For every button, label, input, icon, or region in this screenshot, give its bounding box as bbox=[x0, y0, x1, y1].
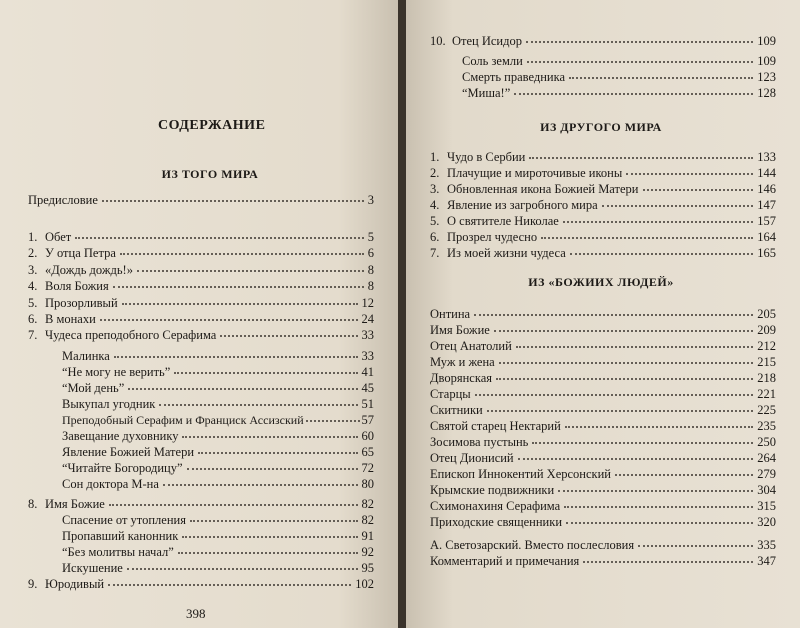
toc-title: Скитники bbox=[430, 403, 483, 417]
toc-title: Воля Божия bbox=[45, 279, 109, 293]
toc-entry bbox=[28, 577, 374, 591]
leader-dots bbox=[602, 201, 754, 207]
toc-entry bbox=[28, 296, 374, 310]
toc-page: 123 bbox=[757, 70, 776, 84]
leader-dots bbox=[122, 299, 358, 305]
section-title-gods-people: ИЗ «БОЖИИХ ЛЮДЕЙ» bbox=[528, 275, 674, 289]
toc-entry bbox=[430, 166, 776, 180]
toc-entry bbox=[430, 483, 776, 497]
toc-page: 3 bbox=[367, 193, 374, 207]
leader-dots bbox=[108, 580, 351, 586]
leader-dots bbox=[518, 454, 754, 460]
leader-dots bbox=[114, 352, 358, 358]
leader-dots bbox=[494, 326, 753, 332]
toc-page: 264 bbox=[757, 451, 776, 465]
toc-subentry bbox=[62, 413, 374, 427]
toc-number: 2. bbox=[28, 246, 38, 260]
leader-dots bbox=[474, 310, 753, 316]
toc-title: “Не могу не верить” bbox=[62, 365, 171, 379]
toc-page: 279 bbox=[757, 467, 776, 481]
toc-page: 95 bbox=[361, 561, 374, 575]
toc-title: Обновленная икона Божией Матери bbox=[447, 182, 639, 196]
toc-page: 5 bbox=[367, 230, 374, 244]
toc-entry bbox=[430, 451, 776, 465]
leader-dots bbox=[137, 266, 364, 272]
toc-entry bbox=[430, 403, 776, 417]
toc-title: Комментарий и примечания bbox=[430, 554, 580, 568]
toc-page: 80 bbox=[361, 477, 374, 491]
toc-entry bbox=[430, 419, 776, 433]
toc-title: Епископ Иннокентий Херсонский bbox=[430, 467, 611, 481]
leader-dots bbox=[569, 73, 753, 79]
toc-page: 92 bbox=[361, 545, 374, 559]
toc-title: Обет bbox=[45, 230, 72, 244]
leader-dots bbox=[109, 500, 358, 506]
toc-entry bbox=[430, 198, 776, 212]
toc-page: 65 bbox=[361, 445, 374, 459]
toc-page: 164 bbox=[757, 230, 776, 244]
toc-number: 3. bbox=[28, 263, 38, 277]
toc-page: 91 bbox=[361, 529, 374, 543]
toc-page: 12 bbox=[361, 296, 374, 310]
right-page bbox=[406, 0, 800, 628]
toc-page: 60 bbox=[361, 429, 374, 443]
toc-entry bbox=[430, 230, 776, 244]
toc-entry bbox=[430, 371, 776, 385]
toc-title: Дворянская bbox=[430, 371, 493, 385]
toc-entry bbox=[430, 307, 776, 321]
toc-entry bbox=[28, 263, 374, 277]
toc-entry bbox=[430, 182, 776, 196]
toc-page: 128 bbox=[757, 86, 776, 100]
toc-page: 109 bbox=[757, 54, 776, 68]
toc-page: 165 bbox=[757, 246, 776, 260]
leader-dots bbox=[100, 315, 358, 321]
toc-number: 3. bbox=[430, 182, 440, 196]
toc-page: 102 bbox=[355, 577, 374, 591]
toc-title: Крымские подвижники bbox=[430, 483, 555, 497]
toc-title: Отец Анатолий bbox=[430, 339, 512, 353]
leader-dots bbox=[563, 217, 753, 223]
leader-dots bbox=[182, 432, 357, 438]
toc-title: “Мой день” bbox=[62, 381, 125, 395]
toc-title: Искушение bbox=[62, 561, 123, 575]
leader-dots bbox=[529, 153, 753, 159]
toc-subentry bbox=[62, 561, 374, 575]
leader-dots bbox=[475, 390, 754, 396]
toc-number: 6. bbox=[28, 312, 38, 326]
toc-entry bbox=[430, 339, 776, 353]
toc-title: А. Светозарский. Вместо послесловия bbox=[430, 538, 635, 552]
toc-page: 33 bbox=[361, 328, 374, 342]
toc-number: 10. bbox=[430, 34, 446, 48]
toc-entry bbox=[28, 230, 374, 244]
toc-number: 4. bbox=[28, 279, 38, 293]
toc-entry bbox=[28, 328, 374, 342]
toc-page: 41 bbox=[361, 365, 374, 379]
leader-dots bbox=[566, 518, 753, 524]
leader-dots bbox=[182, 532, 357, 538]
toc-page: 6 bbox=[367, 246, 374, 260]
leader-dots bbox=[198, 448, 357, 454]
leader-dots bbox=[496, 374, 753, 380]
toc-title: Явление из загробного мира bbox=[447, 198, 598, 212]
toc-title: Спасение от утопления bbox=[62, 513, 186, 527]
leader-dots bbox=[526, 37, 753, 43]
toc-page: 82 bbox=[361, 497, 374, 511]
toc-title: Старцы bbox=[430, 387, 471, 401]
toc-title: Малинка bbox=[62, 349, 110, 363]
leader-dots bbox=[190, 516, 358, 522]
book-gutter bbox=[398, 0, 406, 628]
toc-subentry bbox=[62, 529, 374, 543]
leader-dots bbox=[120, 249, 364, 255]
toc-entry bbox=[430, 355, 776, 369]
toc-entry bbox=[28, 497, 374, 511]
toc-page: 221 bbox=[757, 387, 776, 401]
leader-dots bbox=[570, 249, 754, 255]
toc-title: Приходские священники bbox=[430, 515, 563, 529]
leader-dots bbox=[626, 169, 753, 175]
toc-number: 5. bbox=[430, 214, 440, 228]
toc-subentry bbox=[462, 70, 776, 84]
toc-page: 235 bbox=[757, 419, 776, 433]
toc-subentry bbox=[62, 445, 374, 459]
toc-title: Схимонахиня Серафима bbox=[430, 499, 561, 513]
toc-subentry bbox=[62, 429, 374, 443]
toc-title: Прозрел чудесно bbox=[447, 230, 538, 244]
leader-dots bbox=[159, 400, 357, 406]
toc-entry bbox=[430, 150, 776, 164]
toc-subentry bbox=[62, 513, 374, 527]
toc-subentry bbox=[62, 365, 374, 379]
leader-dots bbox=[306, 416, 360, 422]
leader-dots bbox=[102, 196, 364, 202]
toc-page: 157 bbox=[757, 214, 776, 228]
toc-page: 24 bbox=[361, 312, 374, 326]
toc-entry bbox=[28, 246, 374, 260]
toc-entry bbox=[28, 279, 374, 293]
toc-subentry bbox=[62, 477, 374, 491]
toc-entry bbox=[430, 214, 776, 228]
toc-entry bbox=[430, 538, 776, 552]
toc-entry bbox=[430, 323, 776, 337]
toc-entry bbox=[430, 34, 776, 48]
section-title-this-world: ИЗ ТОГО МИРА bbox=[161, 167, 259, 181]
toc-title: “Без молитвы начал” bbox=[62, 545, 174, 559]
leader-dots bbox=[127, 564, 358, 570]
toc-page: 109 bbox=[757, 34, 776, 48]
toc-title: Отец Исидор bbox=[452, 34, 522, 48]
toc-title: «Дождь дождь!» bbox=[45, 263, 133, 277]
toc-number: 1. bbox=[430, 150, 440, 164]
toc-page: 146 bbox=[757, 182, 776, 196]
toc-number: 9. bbox=[28, 577, 38, 591]
toc-title: Сон доктора М-на bbox=[62, 477, 159, 491]
page-number: 398 bbox=[186, 606, 206, 621]
toc-subentry bbox=[62, 349, 374, 363]
toc-title: Из моей жизни чудеса bbox=[447, 246, 566, 260]
toc-number: 4. bbox=[430, 198, 440, 212]
toc-page: 225 bbox=[757, 403, 776, 417]
leader-dots bbox=[514, 89, 753, 95]
toc-title: Пропавший канонник bbox=[62, 529, 179, 543]
toc-title: “Читайте Богородицу” bbox=[62, 461, 183, 475]
leader-dots bbox=[516, 342, 753, 348]
toc-title: Имя Божие bbox=[430, 323, 490, 337]
toc-entry bbox=[430, 515, 776, 529]
leader-dots bbox=[487, 406, 754, 412]
leader-dots bbox=[564, 502, 753, 508]
toc-number: 7. bbox=[28, 328, 38, 342]
toc-page: 315 bbox=[757, 499, 776, 513]
leader-dots bbox=[174, 368, 357, 374]
toc-title: Преподобный Серафим и Франциск Ассизский bbox=[62, 413, 304, 427]
toc-title: У отца Петра bbox=[45, 246, 116, 260]
toc-title: Явление Божией Матери bbox=[62, 445, 195, 459]
toc-number: 6. bbox=[430, 230, 440, 244]
toc-number: 5. bbox=[28, 296, 38, 310]
toc-title: Чудо в Сербии bbox=[447, 150, 526, 164]
leader-dots bbox=[163, 480, 358, 486]
toc-page: 209 bbox=[757, 323, 776, 337]
toc-entry bbox=[430, 246, 776, 260]
leader-dots bbox=[128, 384, 357, 390]
toc-page: 347 bbox=[757, 554, 776, 568]
leader-dots bbox=[558, 486, 753, 492]
leader-dots bbox=[527, 57, 753, 63]
toc-subentry bbox=[62, 545, 374, 559]
toc-subentry bbox=[462, 86, 776, 100]
toc-title: Предисловие bbox=[28, 193, 98, 207]
toc-page: 144 bbox=[757, 166, 776, 180]
leader-dots bbox=[187, 464, 358, 470]
leader-dots bbox=[532, 438, 753, 444]
toc-title: Плачущие и мироточивые иконы bbox=[447, 166, 623, 180]
contents-title: СОДЕРЖАНИЕ bbox=[158, 118, 266, 133]
toc-title: Завещание духовнику bbox=[62, 429, 179, 443]
section-title-other-world: ИЗ ДРУГОГО МИРА bbox=[540, 120, 662, 134]
toc-title: Отец Дионисий bbox=[430, 451, 514, 465]
toc-subentry bbox=[62, 381, 374, 395]
toc-page: 218 bbox=[757, 371, 776, 385]
toc-title: В монахи bbox=[45, 312, 96, 326]
leader-dots bbox=[615, 470, 753, 476]
toc-page: 205 bbox=[757, 307, 776, 321]
toc-title: Соль земли bbox=[462, 54, 523, 68]
toc-entry bbox=[430, 435, 776, 449]
toc-number: 1. bbox=[28, 230, 38, 244]
toc-title: Чудеса преподобного Серафима bbox=[45, 328, 217, 342]
leader-dots bbox=[565, 422, 753, 428]
toc-page: 57 bbox=[361, 413, 374, 427]
toc-entry bbox=[430, 467, 776, 481]
toc-page: 304 bbox=[757, 483, 776, 497]
toc-page: 82 bbox=[361, 513, 374, 527]
toc-page: 72 bbox=[361, 461, 374, 475]
toc-page: 320 bbox=[757, 515, 776, 529]
toc-title: Юродивый bbox=[45, 577, 105, 591]
leader-dots bbox=[583, 557, 753, 563]
toc-entry bbox=[28, 312, 374, 326]
toc-number: 8. bbox=[28, 497, 38, 511]
toc-entry bbox=[430, 554, 776, 568]
toc-title: Муж и жена bbox=[430, 355, 495, 369]
toc-page: 33 bbox=[361, 349, 374, 363]
toc-subentry bbox=[62, 461, 374, 475]
toc-page: 215 bbox=[757, 355, 776, 369]
toc-title: “Миша!” bbox=[462, 86, 511, 100]
toc-title: Онтина bbox=[430, 307, 471, 321]
toc-number: 7. bbox=[430, 246, 440, 260]
toc-number: 2. bbox=[430, 166, 440, 180]
toc-page: 212 bbox=[757, 339, 776, 353]
toc-subentry bbox=[462, 54, 776, 68]
toc-page: 8 bbox=[367, 279, 374, 293]
toc-page: 147 bbox=[757, 198, 776, 212]
toc-title: Имя Божие bbox=[45, 497, 105, 511]
toc-page: 335 bbox=[757, 538, 776, 552]
toc-title: Выкупал угодник bbox=[62, 397, 156, 411]
toc-title: О святителе Николае bbox=[447, 214, 559, 228]
toc-entry bbox=[28, 193, 374, 207]
leader-dots bbox=[499, 358, 754, 364]
toc-subentry bbox=[62, 397, 374, 411]
toc-title: Прозорливый bbox=[45, 296, 118, 310]
leader-dots bbox=[113, 282, 364, 288]
toc-page: 133 bbox=[757, 150, 776, 164]
toc-entry bbox=[430, 387, 776, 401]
leader-dots bbox=[75, 233, 364, 239]
leader-dots bbox=[638, 541, 753, 547]
toc-page: 250 bbox=[757, 435, 776, 449]
toc-page: 8 bbox=[367, 263, 374, 277]
leader-dots bbox=[643, 185, 754, 191]
leader-dots bbox=[220, 331, 357, 337]
toc-title: Зосимова пустынь bbox=[430, 435, 529, 449]
toc-title: Святой старец Нектарий bbox=[430, 419, 561, 433]
toc-page: 51 bbox=[361, 397, 374, 411]
leader-dots bbox=[178, 548, 358, 554]
toc-title: Смерть праведника bbox=[462, 70, 566, 84]
toc-entry bbox=[430, 499, 776, 513]
leader-dots bbox=[541, 233, 753, 239]
toc-page: 45 bbox=[361, 381, 374, 395]
left-page bbox=[0, 0, 398, 628]
